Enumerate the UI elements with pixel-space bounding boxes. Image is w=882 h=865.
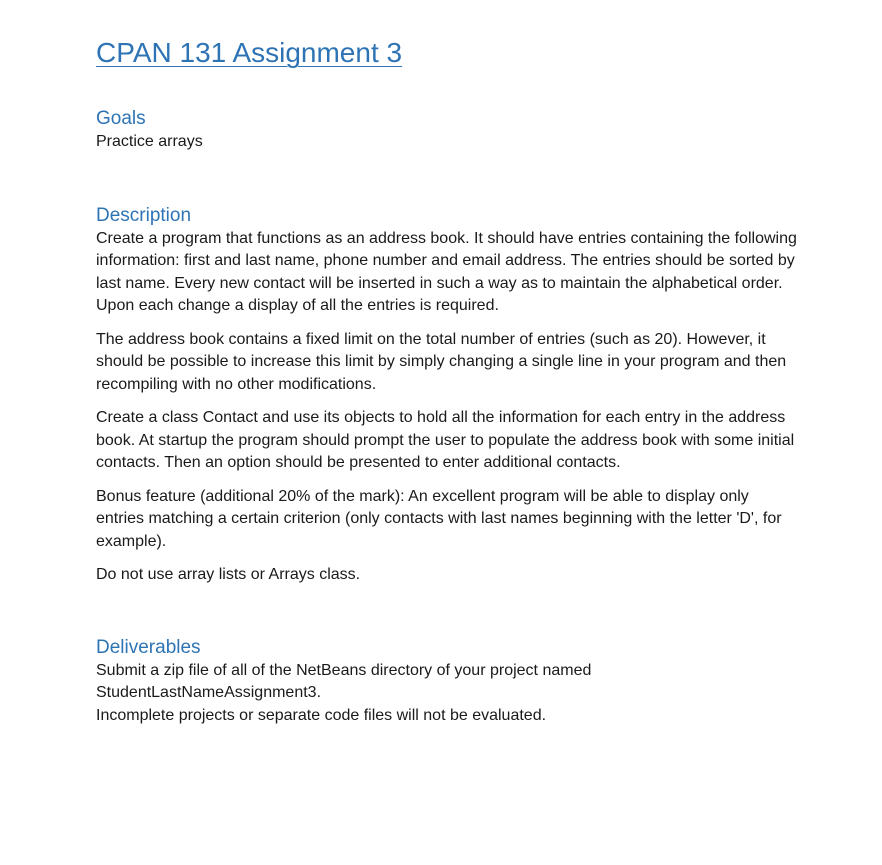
description-paragraph-1: Create a program that functions as an address book. It should have entries containing the following information: first and last name, phone number and email address. The entries should be sorted by last name. Every new contact will be inserted in such a way as to maintain the alphabetical order. Upon each change a display of all the entries is required. — [96, 229, 797, 314]
deliverables-body — [96, 660, 801, 728]
deliverables-heading: Deliverables — [96, 636, 201, 658]
description-paragraph-3: Create a class Contact and use its objects to hold all the information for each entry in the address book. At startup the program should prompt the user to populate the address book with some initial contacts. Then an option should be presented to enter additional contacts. — [96, 409, 795, 471]
description-paragraph-2: The address book contains a fixed limit on the total number of entries (such as 20). However, it should be possible to increase this limit by simply changing a single line in your program and then recompiling with no other modifications. — [96, 330, 787, 393]
goals-text: Practice arrays — [96, 133, 203, 150]
document-page — [96, 33, 801, 727]
description-body — [96, 228, 801, 587]
description-paragraph-restriction: Do not use array lists or Arrays class. — [96, 566, 361, 583]
document-title-link[interactable]: CPAN 131 Assignment 3 — [96, 37, 403, 68]
description-paragraph-bonus: Bonus feature (additional 20% of the mark): An excellent program will be able to display only entries matching a certain criterion (only contacts with last names beginning with the letter 'D', for example). — [96, 487, 782, 550]
deliverables-line-1: Submit a zip file of all of the NetBeans directory of your project named StudentLastNameAssignment3. — [96, 661, 592, 701]
goals-heading: Goals — [96, 108, 146, 129]
deliverables-line-2: Incomplete projects or separate code files will not be evaluated. — [96, 706, 547, 724]
description-heading: Description — [96, 204, 192, 226]
